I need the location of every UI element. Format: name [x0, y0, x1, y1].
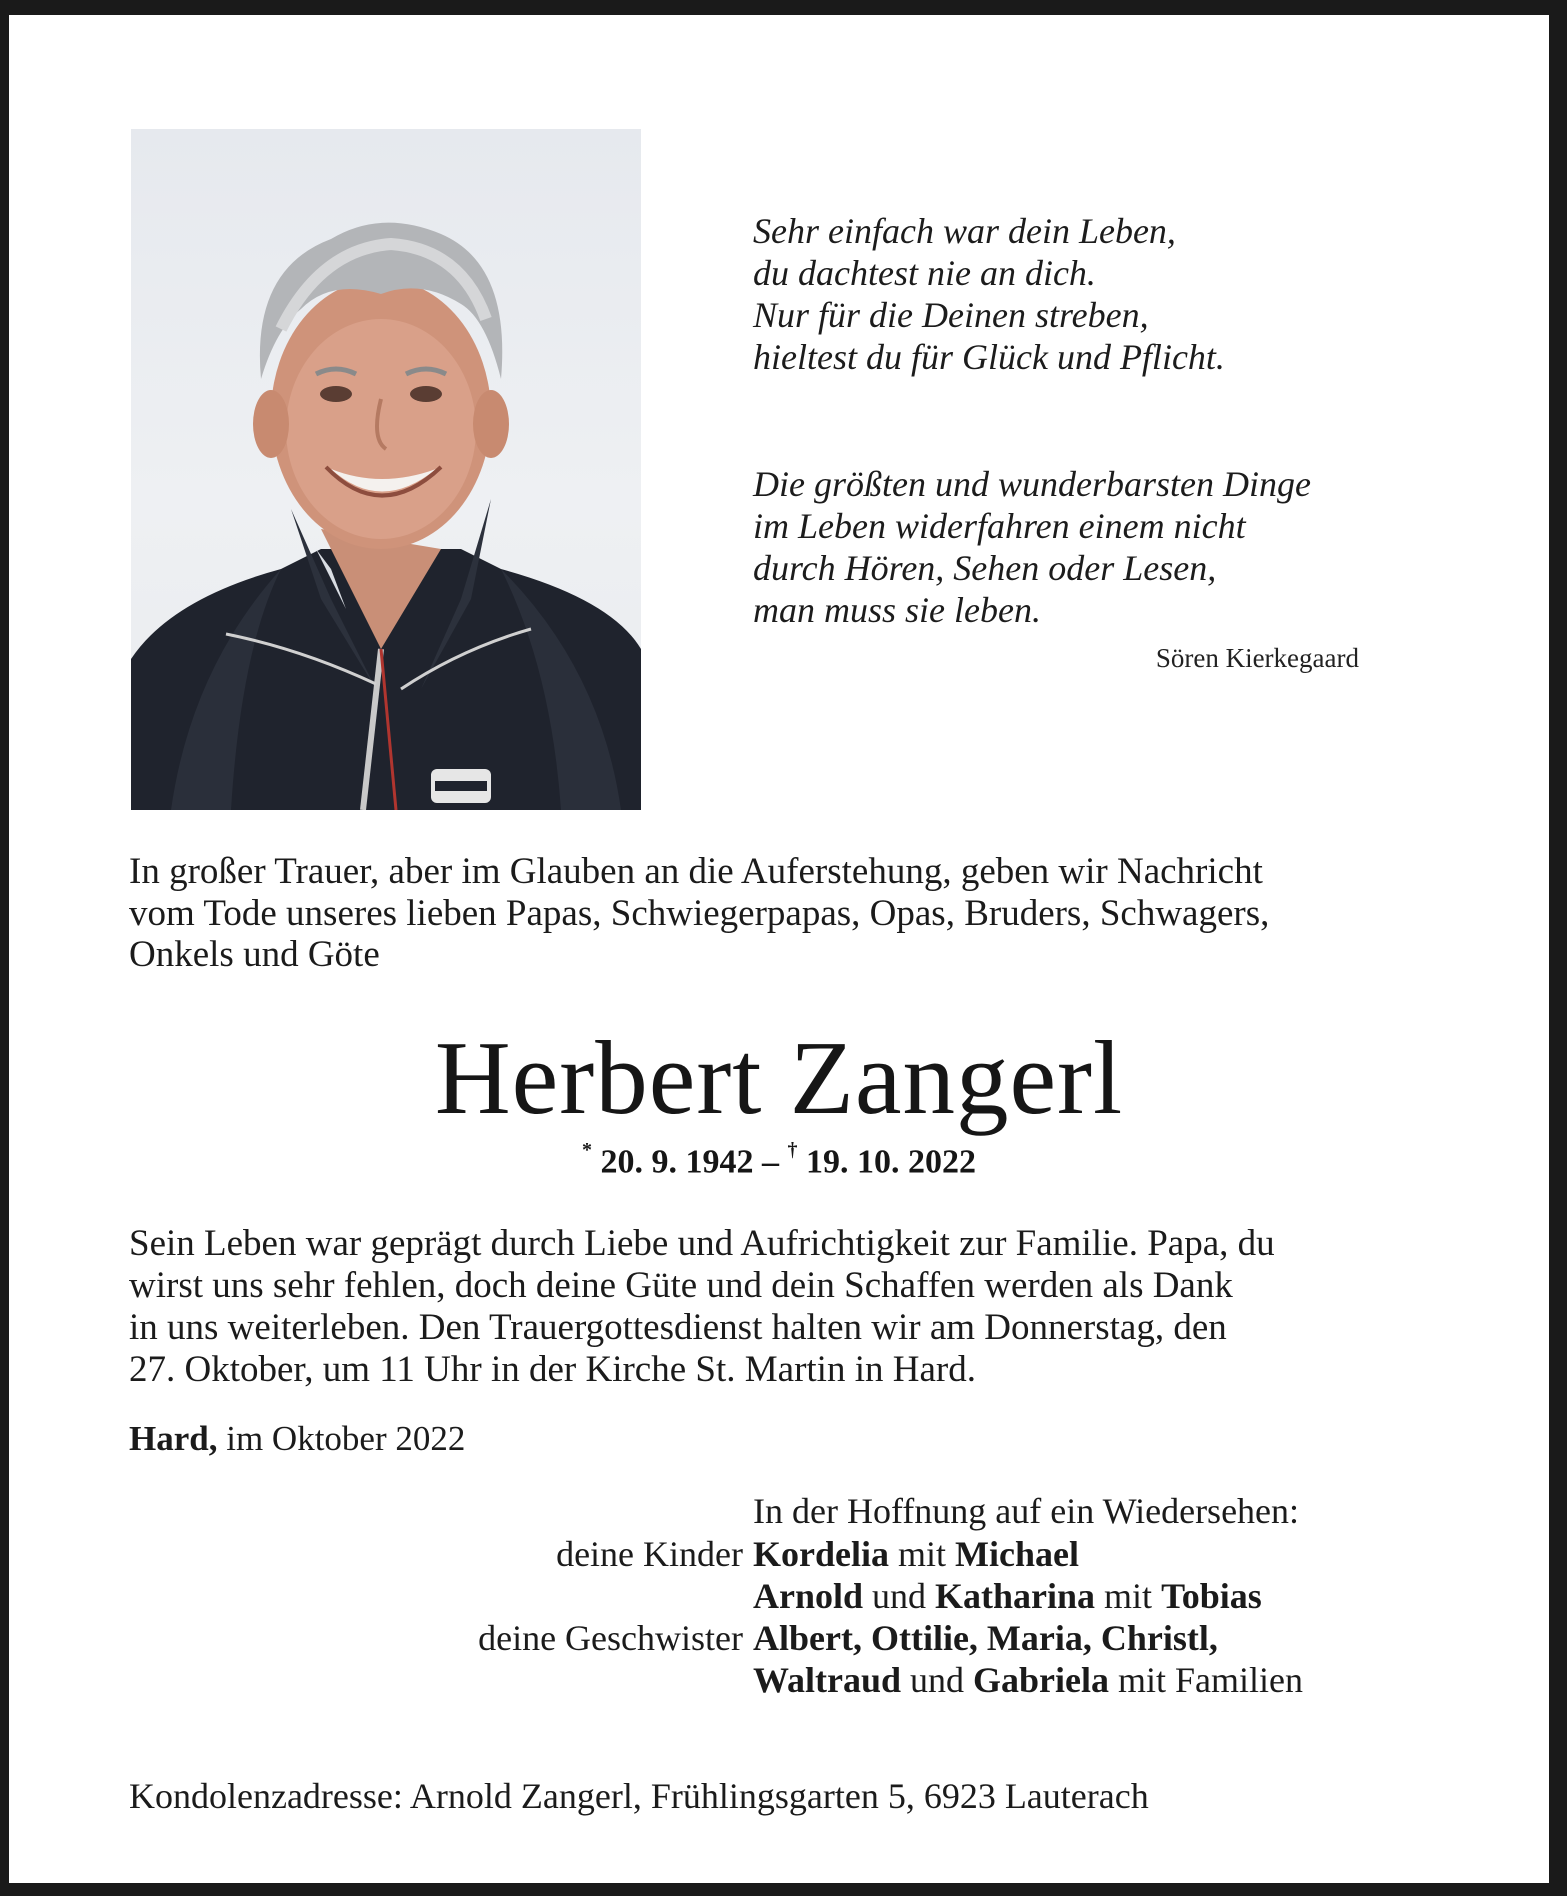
family-connector: mit: [888, 1534, 955, 1574]
body-paragraph: [129, 1223, 1275, 1391]
birth-symbol: *: [582, 1139, 592, 1161]
poem-line: Nur für die Deinen streben,: [753, 295, 1149, 335]
children-names-1: [753, 1533, 1079, 1575]
poem-line: hieltest du für Glück und Pflicht.: [753, 337, 1225, 377]
deceased-name: Herbert Zangerl: [434, 1019, 1124, 1136]
family-name: Katharina: [935, 1576, 1096, 1616]
obituary-page: [9, 15, 1549, 1883]
poem-line: Die größten und wunderbarsten Dinge: [753, 464, 1311, 504]
siblings-names-2: [753, 1659, 1303, 1701]
intro-line: In großer Trauer, aber im Glauben an die Auferstehung, geben wir Nachricht: [129, 851, 1263, 892]
life-dates: [9, 1139, 1549, 1181]
quote-author: Sören Kierkegaard: [1155, 643, 1359, 673]
hope-line: In der Hoffnung auf ein Wiedersehen:: [753, 1491, 1300, 1531]
place-town: Hard,: [129, 1419, 218, 1458]
intro-line: Onkels und Göte: [129, 934, 380, 975]
portrait-illustration: [131, 129, 641, 810]
children-label: deine Kinder: [556, 1534, 743, 1574]
family-row-siblings-1: [9, 1617, 1549, 1659]
family-name: Albert, Ottilie, Maria, Christl,: [753, 1618, 1218, 1658]
body-line: wirst uns sehr fehlen, doch deine Güte und dein Schaffen werden als Dank: [129, 1265, 1233, 1306]
family-row-siblings-2: [9, 1659, 1549, 1701]
place-date: [129, 1419, 465, 1459]
place-month: im Oktober 2022: [217, 1419, 466, 1458]
family-connector: und: [863, 1576, 936, 1616]
family-name: Gabriela: [973, 1660, 1110, 1700]
portrait-photo: [131, 129, 641, 810]
family-name: Michael: [955, 1534, 1079, 1574]
death-date: 19. 10. 2022: [806, 1143, 976, 1181]
siblings-label: deine Geschwister: [478, 1618, 743, 1658]
family-name: Arnold: [753, 1576, 864, 1616]
poem-line: durch Hören, Sehen oder Lesen,: [753, 548, 1217, 588]
family-connector: und: [901, 1660, 974, 1700]
poem-stanza-2: [753, 463, 1311, 631]
condolence-address: Kondolenzadresse: Arnold Zangerl, Frühlingsgarten 5, 6923 Lauterach: [129, 1776, 1149, 1816]
family-connector: mit: [1095, 1576, 1162, 1616]
body-line: in uns weiterleben. Den Trauergottesdienst halten wir am Donnerstag, den: [129, 1307, 1227, 1348]
poem-line: man muss sie leben.: [753, 590, 1041, 630]
family-row-children-2: [9, 1575, 1549, 1617]
body-line: Sein Leben war geprägt durch Liebe und Aufrichtigkeit zur Familie. Papa, du: [129, 1223, 1275, 1264]
poem-line: Sehr einfach war dein Leben,: [753, 211, 1176, 251]
children-names-2: [753, 1575, 1262, 1617]
poem-line: du dachtest nie an dich.: [753, 253, 1096, 293]
family-row-children-1: [9, 1533, 1549, 1575]
intro-paragraph: [129, 851, 1269, 976]
death-symbol: †: [787, 1139, 798, 1161]
birth-date: 20. 9. 1942: [600, 1143, 754, 1181]
intro-line: vom Tode unseres lieben Papas, Schwiegerpapas, Opas, Bruders, Schwagers,: [129, 892, 1270, 934]
poem-line: im Leben widerfahren einem nicht: [753, 506, 1246, 546]
poem-stanza-1: [753, 210, 1225, 378]
date-separator: –: [753, 1143, 788, 1181]
family-name: Tobias: [1161, 1576, 1262, 1616]
siblings-names-1: [753, 1617, 1218, 1659]
body-line: 27. Oktober, um 11 Uhr in der Kirche St. Martin in Hard.: [129, 1349, 976, 1390]
family-name: Waltraud: [753, 1660, 902, 1700]
family-connector: mit Familien: [1109, 1660, 1304, 1700]
family-name: Kordelia: [753, 1534, 889, 1574]
